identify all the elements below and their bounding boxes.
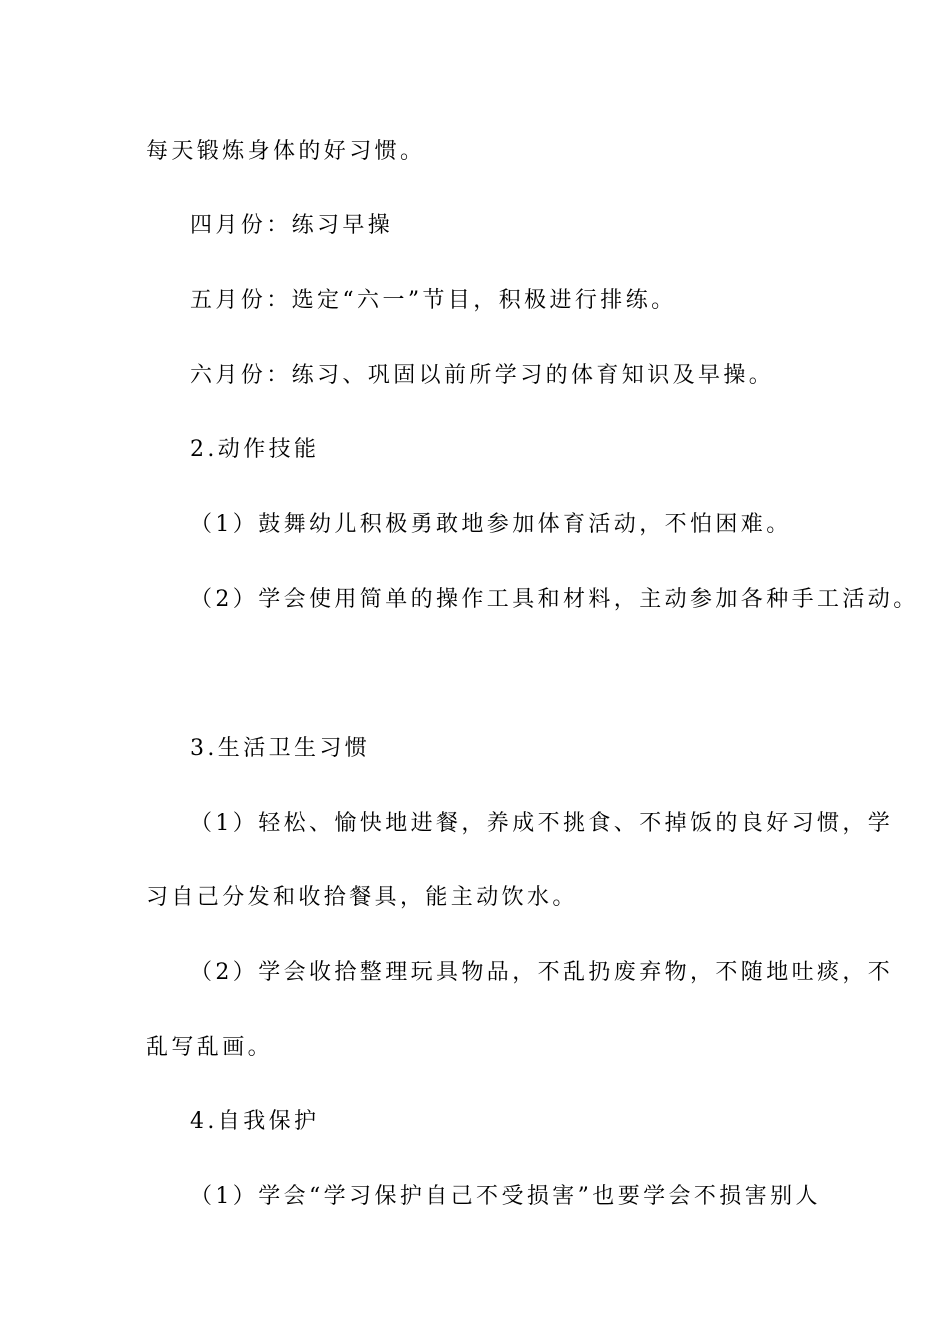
section-heading-hygiene-habits: 3.生活卫生习惯 [190, 736, 371, 761]
hygiene-item-1-continuation: 习自己分发和收拾餐具，能主动饮水。 [146, 885, 578, 910]
hygiene-item-2: （2）学会收拾整理玩具物品，不乱扔废弃物，不随地吐痰，不 [190, 960, 894, 985]
self-protection-item-1: （1）学会“学习保护自己不受损害”也要学会不损害别人 [190, 1184, 821, 1209]
plan-june: 六月份：练习、巩固以前所学习的体育知识及早操。 [190, 363, 775, 388]
hygiene-item-1: （1）轻松、愉快地进餐，养成不挑食、不掉饭的良好习惯，学 [190, 811, 894, 836]
hygiene-item-2-continuation: 乱写乱画。 [146, 1035, 274, 1060]
motor-skills-item-2: （2）学会使用简单的操作工具和材料，主动参加各种手工活动。 [190, 587, 919, 612]
section-heading-self-protection: 4.自我保护 [190, 1109, 320, 1134]
plan-april: 四月份：练习早操 [190, 213, 394, 238]
paragraph-continuation: 每天锻炼身体的好习惯。 [146, 139, 426, 164]
motor-skills-item-1: （1）鼓舞幼儿积极勇敢地参加体育活动，不怕困难。 [190, 512, 792, 537]
section-heading-motor-skills: 2.动作技能 [190, 437, 320, 462]
plan-may: 五月份：选定“六一”节目，积极进行排练。 [190, 288, 677, 313]
